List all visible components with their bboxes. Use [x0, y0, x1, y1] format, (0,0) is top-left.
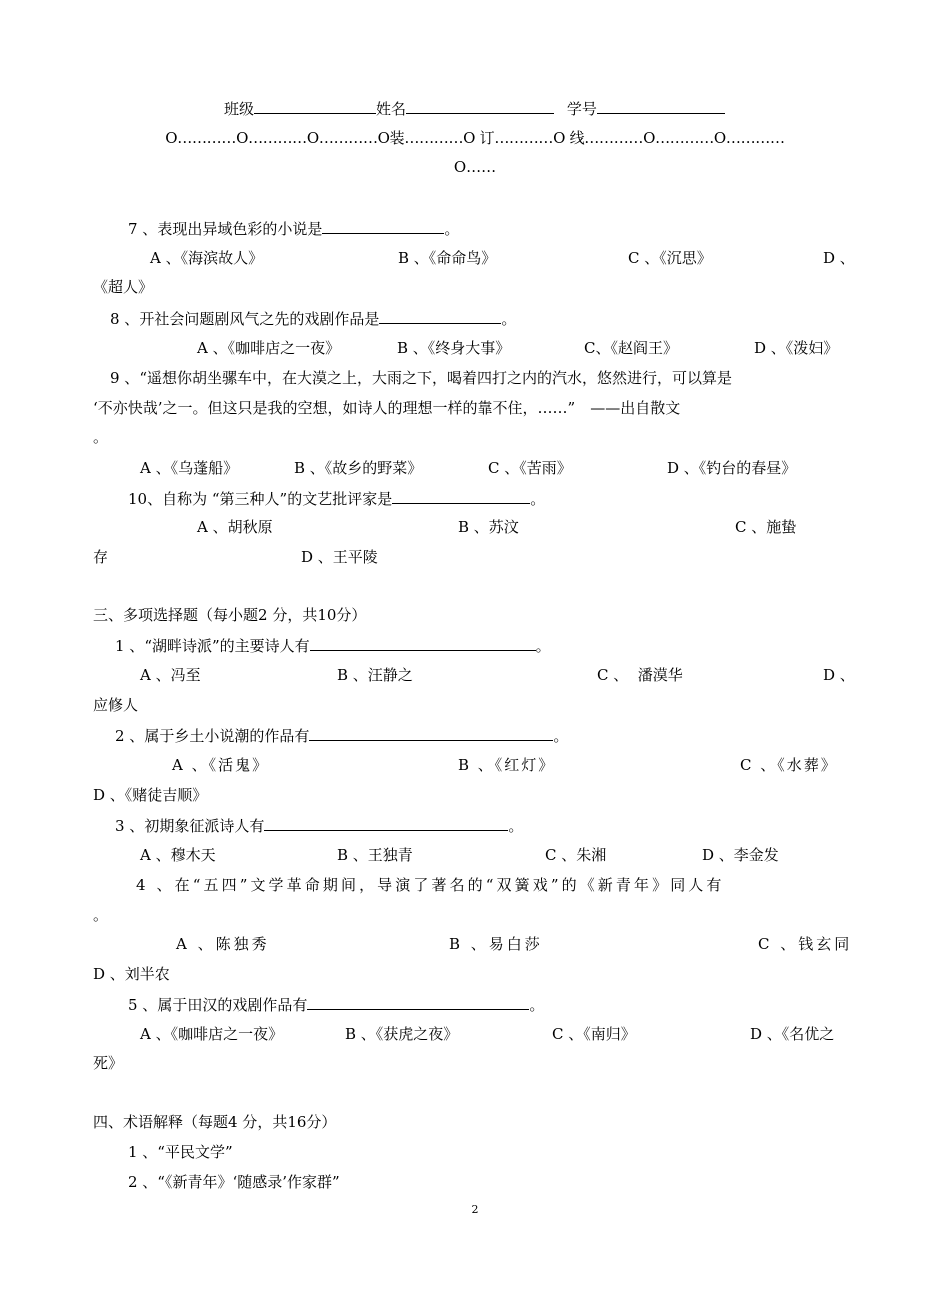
mc5-option-c: C 、《南归》	[552, 1025, 636, 1043]
answer-blank[interactable]	[310, 635, 536, 651]
q9-option-c: C 、《苦雨》	[488, 459, 572, 477]
q9-option-d: D 、《钓台的春昼》	[667, 459, 797, 477]
mc1-option-c: C 、 潘漠华	[597, 666, 683, 684]
question-number: 5 、	[128, 996, 158, 1014]
mc-question-4	[136, 875, 725, 895]
answer-blank[interactable]	[392, 488, 530, 504]
period: 。	[535, 637, 551, 655]
section-4-title: 四、术语解释（每题4 分，共16分）	[93, 1113, 337, 1131]
question-9-line-2: ‘不亦快哉’之一。但这只是我的空想，如诗人的理想一样的靠不住，……” ——出自散文	[93, 399, 681, 417]
period: 。	[508, 817, 524, 835]
mc-question-2	[115, 725, 568, 746]
question-number: 10、	[128, 490, 163, 508]
mc1-option-d-wrap: 应修人	[93, 696, 139, 714]
period: 。	[501, 310, 517, 328]
question-number: 4 、	[136, 876, 175, 894]
q10-option-b: B 、苏汶	[458, 518, 519, 536]
id-field[interactable]	[597, 98, 725, 114]
question-number: 7 、	[128, 220, 158, 238]
q7-option-d: D 、	[823, 249, 855, 267]
mc4-option-d: D 、刘半农	[93, 965, 170, 983]
q10-option-d: D 、王平陵	[301, 548, 378, 566]
q7-option-b: B 、《命命鸟》	[398, 249, 497, 267]
student-info-line	[224, 98, 725, 119]
question-9-line-3: 。	[93, 428, 109, 446]
mc2-option-d: D 、《赌徒吉顺》	[93, 786, 208, 804]
section-3-title: 三、多项选择题（每小题2 分，共10分）	[93, 606, 367, 624]
mc2-option-c: C 、《水葬》	[740, 756, 838, 774]
question-number: 2 、	[115, 727, 145, 745]
question-stem: “湖畔诗派”的主要诗人有	[144, 637, 310, 655]
mc4-option-b: B 、易白莎	[449, 935, 543, 953]
page-number: 2	[471, 1203, 479, 1216]
period: 。	[553, 727, 569, 745]
mc1-option-b: B 、汪静之	[337, 666, 413, 684]
mc5-option-b: B 、《获虎之夜》	[345, 1025, 459, 1043]
mc5-option-a: A 、《咖啡店之一夜》	[140, 1025, 284, 1043]
question-8	[110, 308, 516, 329]
mc5-option-d: D 、《名优之	[750, 1025, 835, 1043]
question-stem: 在“五四”文学革命期间，导演了著名的“双簧戏”的《新青年》同人有	[174, 876, 725, 894]
mc-question-1	[115, 635, 551, 656]
q10-option-c: C 、施蛰	[735, 518, 797, 536]
question-stem: 开社会问题剧风气之先的戏剧作品是	[139, 310, 380, 328]
q8-option-b: B 、《终身大事》	[397, 339, 511, 357]
period: 。	[529, 996, 545, 1014]
seal-line-1: O…………O…………O…………O装…………O 订…………O 线…………O…………O…………	[165, 129, 785, 147]
question-stem-1: “遥想你胡坐骡车中，在大漠之上，大雨之下，喝着四打之内的汽水，悠然进行，可以算是	[139, 369, 732, 387]
mc3-option-d: D 、李金发	[702, 846, 779, 864]
mc3-option-a: A 、穆木天	[140, 846, 216, 864]
question-stem: 自称为 “第三种人”的文艺批评家是	[162, 490, 393, 508]
mc3-option-b: B 、王独青	[337, 846, 413, 864]
name-label: 姓名	[376, 100, 407, 118]
question-7	[128, 218, 459, 239]
seal-line-2: O……	[453, 158, 497, 176]
mc5-option-d-wrap: 死》	[93, 1054, 124, 1072]
question-stem: 属于乡土小说潮的作品有	[144, 727, 310, 745]
period: 。	[444, 220, 460, 238]
q10-option-c-wrap: 存	[93, 548, 109, 566]
question-number: 3 、	[115, 817, 145, 835]
mc-question-3	[115, 815, 523, 836]
id-label: 学号	[566, 100, 597, 118]
question-number: 1 、	[115, 637, 145, 655]
question-9	[110, 368, 732, 388]
mc2-option-b: B 、《红灯》	[458, 756, 556, 774]
q9-option-a: A 、《乌蓬船》	[140, 459, 239, 477]
q9-option-b: B 、《故乡的野菜》	[294, 459, 423, 477]
mc4-option-c: C 、钱玄同	[758, 935, 853, 953]
question-stem: 初期象征派诗人有	[144, 817, 265, 835]
q8-option-a: A 、《咖啡店之一夜》	[197, 339, 341, 357]
answer-blank[interactable]	[309, 725, 553, 741]
answer-blank[interactable]	[307, 994, 529, 1010]
term-item-2: 2 、“《新青年》‘随感录’作家群”	[128, 1173, 340, 1191]
answer-blank[interactable]	[379, 308, 501, 324]
answer-blank[interactable]	[322, 218, 444, 234]
mc3-option-c: C 、朱湘	[545, 846, 607, 864]
mc4-stem-end: 。	[93, 906, 109, 924]
question-number: 9 、	[110, 369, 140, 387]
answer-blank[interactable]	[264, 815, 508, 831]
q7-option-d-wrap: 《超人》	[93, 278, 154, 296]
term-item-1: 1 、“平民文学”	[128, 1143, 233, 1161]
q10-option-a: A 、胡秋原	[197, 518, 273, 536]
q8-option-d: D 、《泼妇》	[754, 339, 839, 357]
mc4-option-a: A 、陈独秀	[176, 935, 270, 953]
q8-option-c: C、《赵阎王》	[584, 339, 678, 357]
name-field[interactable]	[406, 98, 554, 114]
question-10	[128, 488, 545, 509]
period: 。	[530, 490, 546, 508]
mc2-option-a: A 、《活鬼》	[172, 756, 270, 774]
q7-option-c: C 、《沉思》	[628, 249, 712, 267]
question-stem: 表现出异域色彩的小说是	[157, 220, 323, 238]
q7-option-a: A 、《海滨故人》	[150, 249, 264, 267]
mc-question-5	[128, 994, 544, 1015]
mc1-option-a: A 、冯至	[140, 666, 201, 684]
question-stem: 属于田汉的戏剧作品有	[157, 996, 308, 1014]
question-number: 8 、	[110, 310, 140, 328]
mc1-option-d: D 、	[823, 666, 855, 684]
class-label: 班级	[224, 100, 255, 118]
class-field[interactable]	[254, 98, 376, 114]
